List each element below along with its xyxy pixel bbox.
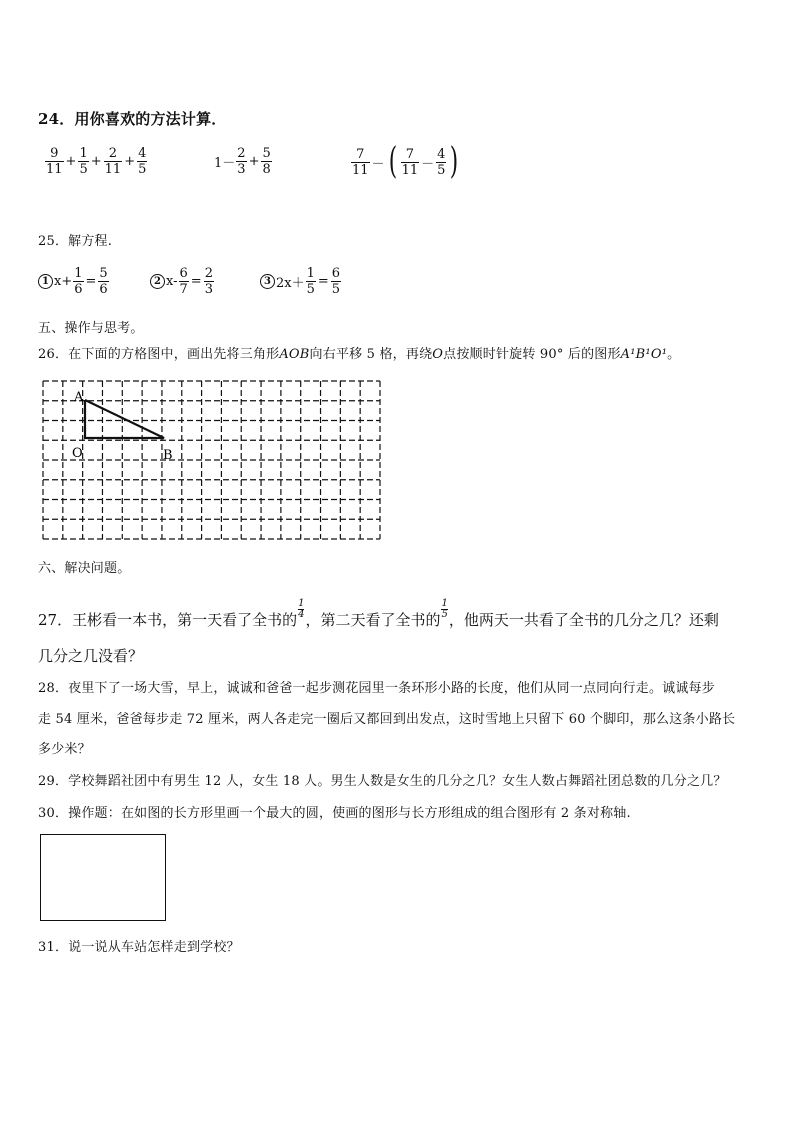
q25-label: 25．解方程. bbox=[38, 234, 113, 249]
q28-text-line1: 28．夜里下了一场大雪，早上，诚诚和爸爸一起步测花园里一条环形小路的长度，他们从同一点同向行走。诚诚每步 bbox=[38, 681, 715, 696]
fraction: $\frac{5}{8}$ bbox=[262, 146, 271, 177]
point-label-a: A bbox=[74, 390, 84, 405]
fraction: $\frac{2}{3}$ bbox=[237, 146, 246, 177]
q30-text: 30．操作题：在如图的长方形里画一个最大的圆，使画的图形与长方形组成的组合图形有 2 条对称轴. bbox=[38, 806, 631, 821]
fraction: $\frac{1}{5}$ bbox=[441, 598, 448, 620]
fraction: $\frac{1}{6}$ bbox=[74, 266, 83, 297]
circled-number: 1 bbox=[38, 274, 53, 289]
q25-equation-2: 2 x- $\frac{6}{7}$ = $\frac{2}{3}$ bbox=[150, 266, 215, 297]
q26-text: 26．在下面的方格图中，画出先将三角形AOB向右平移 5 格，再绕O点按顺时针旋转 90° 后的图形A¹B¹O¹。 bbox=[38, 347, 681, 362]
point-label-o: O bbox=[72, 446, 83, 461]
circled-number: 2 bbox=[150, 274, 165, 289]
fraction: $\frac{7}{11}$ bbox=[352, 146, 369, 178]
fraction: $\frac{2}{3}$ bbox=[204, 266, 213, 297]
fraction: $\frac{7}{11}$ bbox=[401, 146, 419, 178]
fraction: $\frac{6}{7}$ bbox=[179, 266, 188, 297]
q28-text-line2: 走 54 厘米，爸爸每步走 72 厘米，两人各走完一圈后又都回到出发点，这时雪地上只留下 60 个脚印，那么这条小路长 bbox=[38, 712, 736, 727]
q29-text: 29．学校舞蹈社团中有男生 12 人，女生 18 人。男生人数是女生的几分之几？女生人数占舞蹈社团总数的几分之几？ bbox=[38, 774, 727, 789]
q31-text: 31．说一说从车站怎样走到学校？ bbox=[38, 940, 240, 955]
q25-equation-3: 3 2x＋ $\frac{1}{5}$ = $\frac{6}{5}$ bbox=[260, 266, 342, 297]
q24-expression-1: $\frac{9}{11}$ + $\frac{1}{5}$ + $\frac{2}{11}$ + $\frac{4}{5}$ bbox=[46, 146, 147, 177]
point-label-b: B bbox=[163, 448, 173, 463]
section-heading-6: 六、解决问题。 bbox=[38, 561, 131, 576]
grid-diagram bbox=[40, 378, 382, 542]
section-heading-5: 五、操作与思考。 bbox=[38, 321, 144, 336]
fraction: $\frac{2}{11}$ bbox=[104, 146, 122, 177]
fraction: $\frac{6}{5}$ bbox=[331, 266, 341, 297]
fraction: $\frac{9}{11}$ bbox=[46, 146, 63, 177]
q27-text-line2: 几分之几没看？ bbox=[38, 647, 144, 665]
fraction: $\frac{4}{5}$ bbox=[437, 146, 446, 178]
q25-equation-1: 1 x+ $\frac{1}{6}$ = $\frac{5}{6}$ bbox=[38, 266, 110, 297]
fraction: $\frac{4}{5}$ bbox=[138, 146, 147, 177]
fraction: $\frac{1}{5}$ bbox=[306, 266, 315, 297]
triangle-aob bbox=[85, 400, 164, 438]
circled-number: 3 bbox=[260, 274, 275, 289]
fraction: $\frac{1}{5}$ bbox=[79, 146, 88, 177]
rectangle-figure bbox=[40, 834, 166, 921]
q27-text: 27．王彬看一本书，第一天看了全书的 $\frac{1}{4}$，第二天看了全书的 $\frac{1}{5}$，他两天一共看了全书的几分之几？还剩 bbox=[38, 598, 719, 629]
fraction: $\frac{5}{6}$ bbox=[99, 266, 108, 297]
q24-expression-3: $\frac{7}{11}$ － ( $\frac{7}{11}$ － $\frac{4}{5}$ ) bbox=[352, 141, 459, 182]
q24-expression-2: 1－ $\frac{2}{3}$ + $\frac{5}{8}$ bbox=[214, 146, 271, 177]
q24-label: 24．用你喜欢的方法计算． bbox=[38, 110, 227, 128]
q28-text-line3: 多少米？ bbox=[38, 742, 91, 757]
fraction: $\frac{1}{4}$ bbox=[298, 598, 305, 620]
